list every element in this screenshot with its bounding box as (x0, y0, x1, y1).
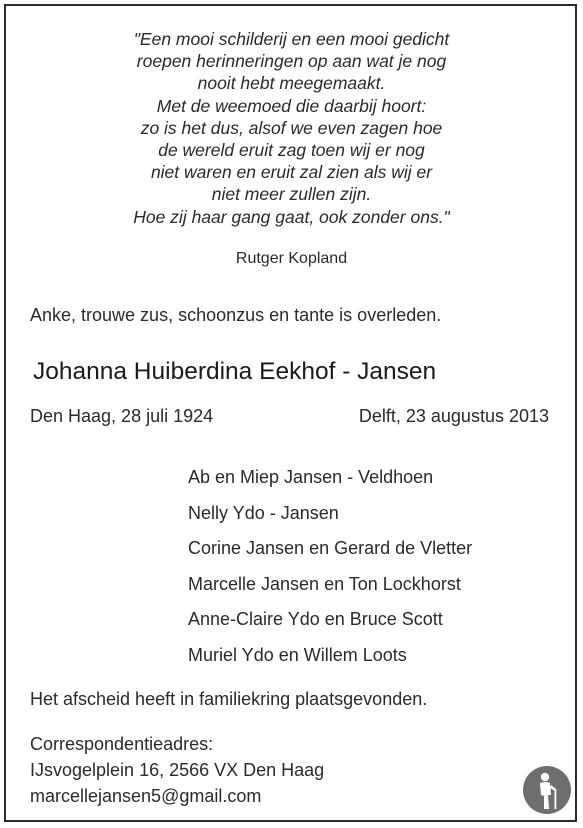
relatives-list (188, 460, 472, 673)
poem-line: de wereld eruit zag toen wij er nog (158, 140, 425, 161)
relative-entry: Nelly Ydo - Jansen (188, 502, 339, 523)
correspondence-block (30, 731, 324, 809)
relative-entry: Anne-Claire Ydo en Bruce Scott (188, 609, 443, 629)
poem-line: Hoe zij haar gang gaat, ook zonder ons." (133, 206, 450, 227)
birth-place-date: Den Haag, 28 juli 1924 (30, 406, 214, 426)
poem-line: nooit hebt meegemaakt. (197, 73, 386, 94)
poem-author: Rutger Kopland (235, 250, 348, 267)
poem (0, 28, 583, 228)
announcement-text: Anke, trouwe zus, schoonzus en tante is overleden. (30, 305, 442, 325)
death-place-date: Delft, 23 augustus 2013 (358, 406, 549, 426)
deceased-name: Johanna Huiberdina Eekhof - Jansen (33, 358, 437, 385)
poem-line: roepen herinneringen op aan wat je nog (136, 51, 447, 72)
poem-line: "Een mooi schilderij en een mooi gedicht (133, 29, 450, 49)
poem-line: niet waren en eruit zal zien als wij er (150, 162, 433, 183)
poem-line: niet meer zullen zijn. (211, 184, 372, 205)
relative-entry: Corine Jansen en Gerard de Vletter (188, 538, 473, 558)
mourning-figure-logo-icon (522, 765, 572, 815)
relative-entry: Ab en Miep Jansen - Veldhoen (188, 467, 434, 487)
poem-line: Met de weemoed die daarbij hoort: (156, 95, 427, 116)
correspondence-label: Correspondentieadres: (30, 734, 214, 754)
correspondence-address: IJsvogelplein 16, 2566 VX Den Haag (30, 760, 325, 780)
farewell-note: Het afscheid heeft in familiekring plaatsgevonden. (30, 689, 428, 709)
relative-entry: Muriel Ydo en Willem Loots (188, 644, 407, 665)
correspondence-email[interactable]: marcellejansen5@gmail.com (30, 786, 262, 806)
poem-line: zo is het dus, alsof we even zagen hoe (140, 117, 443, 138)
relative-entry: Marcelle Jansen en Ton Lockhorst (188, 573, 461, 594)
